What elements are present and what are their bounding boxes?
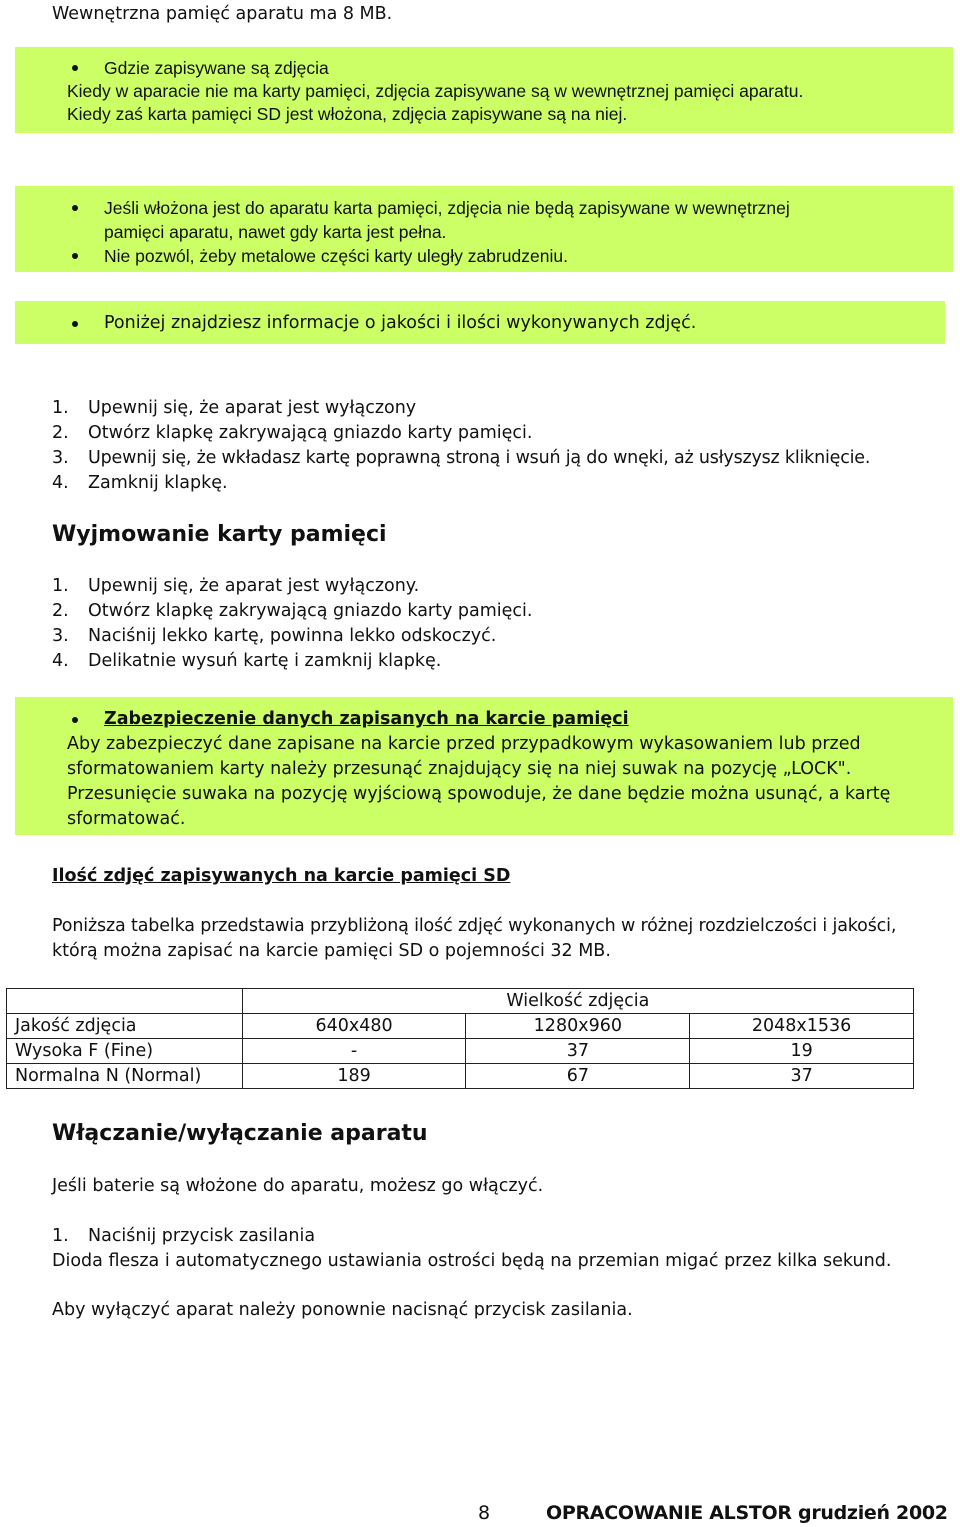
remove-step-2: 2. Otwórz klapkę zakrywającą gniazdo karty pamięci. (52, 601, 533, 621)
table-header-row (7, 1014, 914, 1039)
count-para-line2: którą można zapisać na karcie pamięci SD o pojemności 32 MB. (52, 941, 611, 961)
bullet-icon (72, 321, 78, 327)
table-cell: 19 (690, 1039, 914, 1064)
intro-text: Wewnętrzna pamięć aparatu ma 8 MB. (52, 4, 393, 24)
insert-step-3: 3. Upewnij się, że wkładasz kartę poprawną stroną i wsuń ją do wnęki, aż usłyszysz kliknięcie. (52, 448, 871, 468)
box2-bullet2: Nie pozwól, żeby metalowe części karty uległy zabrudzeniu. (104, 246, 568, 266)
table-cell: 189 (242, 1064, 466, 1089)
table-col-header: 640x480 (242, 1014, 466, 1039)
bullet-icon (72, 65, 78, 71)
table-col-header: 2048x1536 (690, 1014, 914, 1039)
box4-line1: Aby zabezpieczyć dane zapisane na karcie przed przypadkowym wykasowaniem lub przed (67, 734, 861, 754)
table-cell: 37 (690, 1064, 914, 1089)
remove-step-1: 1. Upewnij się, że aparat jest wyłączony. (52, 576, 420, 596)
box4-line3: Przesunięcie suwaka na pozycję wyjściową spowoduje, że dane będzie można usunąć, a kartę (67, 784, 891, 804)
remove-heading: Wyjmowanie karty pamięci (52, 522, 387, 547)
table-cell: 37 (466, 1039, 690, 1064)
box4-title: Zabezpieczenie danych zapisanych na karcie pamięci (104, 709, 629, 729)
remove-step-4: 4. Delikatnie wysuń kartę i zamknij klapkę. (52, 651, 442, 671)
power-heading: Włączanie/wyłączanie aparatu (52, 1121, 428, 1146)
box4-line2: sformatowaniem karty należy przesunąć znajdujący się na niej suwak na pozycję „LOCK". (67, 759, 852, 779)
table-row (7, 1039, 914, 1064)
power-step-1: 1. Naciśnij przycisk zasilania (52, 1226, 316, 1246)
box3-bullet: Poniżej znajdziesz informacje o jakości i ilości wykonywanych zdjęć. (104, 313, 697, 333)
box2-bullet1-line1: Jeśli włożona jest do aparatu karta pamięci, zdjęcia nie będą zapisywane w wewnętrznej (104, 198, 790, 218)
capacity-table (6, 988, 914, 1089)
power-off: Aby wyłączyć aparat należy ponownie nacisnąć przycisk zasilania. (52, 1300, 633, 1320)
power-note: Dioda flesza i automatycznego ustawiania ostrości będą na przemian migać przez kilka sekund. (52, 1251, 892, 1271)
table-row-label: Wysoka F (Fine) (7, 1039, 243, 1064)
footer-text: OPRACOWANIE ALSTOR grudzień 2002 (546, 1502, 948, 1524)
table-row (7, 1064, 914, 1089)
box1-line1: Kiedy w aparacie nie ma karty pamięci, zdjęcia zapisywane są w wewnętrznej pamięci aparatu. (67, 81, 804, 101)
insert-step-2: 2. Otwórz klapkę zakrywającą gniazdo karty pamięci. (52, 423, 533, 443)
table-header-group-row (7, 989, 914, 1014)
power-intro: Jeśli baterie są włożone do aparatu, możesz go włączyć. (52, 1176, 544, 1196)
insert-step-4: 4. Zamknij klapkę. (52, 473, 228, 493)
box2-bullet1-line2: pamięci aparatu, nawet gdy karta jest pełna. (104, 222, 447, 242)
bullet-icon (72, 205, 78, 211)
box1-title: Gdzie zapisywane są zdjęcia (104, 58, 329, 78)
table-cell: 67 (466, 1064, 690, 1089)
count-heading: Ilość zdjęć zapisywanych na karcie pamięci SD (52, 866, 511, 886)
bullet-icon (72, 253, 78, 259)
table-group-header: Wielkość zdjęcia (242, 989, 913, 1014)
count-para-line1: Poniższa tabelka przedstawia przybliżoną ilość zdjęć wykonanych w różnej rozdzielczości i jakości, (52, 916, 897, 936)
insert-step-1: 1. Upewnij się, że aparat jest wyłączony (52, 398, 417, 418)
table-row-label: Normalna N (Normal) (7, 1064, 243, 1089)
table-row-header: Jakość zdjęcia (7, 1014, 243, 1039)
remove-step-3: 3. Naciśnij lekko kartę, powinna lekko odskoczyć. (52, 626, 497, 646)
footer-page-number: 8 (478, 1502, 491, 1524)
box4-line4: sformatować. (67, 809, 186, 829)
bullet-icon (72, 717, 78, 723)
table-cell: - (242, 1039, 466, 1064)
table-corner-cell (7, 989, 243, 1014)
box1-line2: Kiedy zaś karta pamięci SD jest włożona, zdjęcia zapisywane są na niej. (67, 104, 628, 124)
table-col-header: 1280x960 (466, 1014, 690, 1039)
